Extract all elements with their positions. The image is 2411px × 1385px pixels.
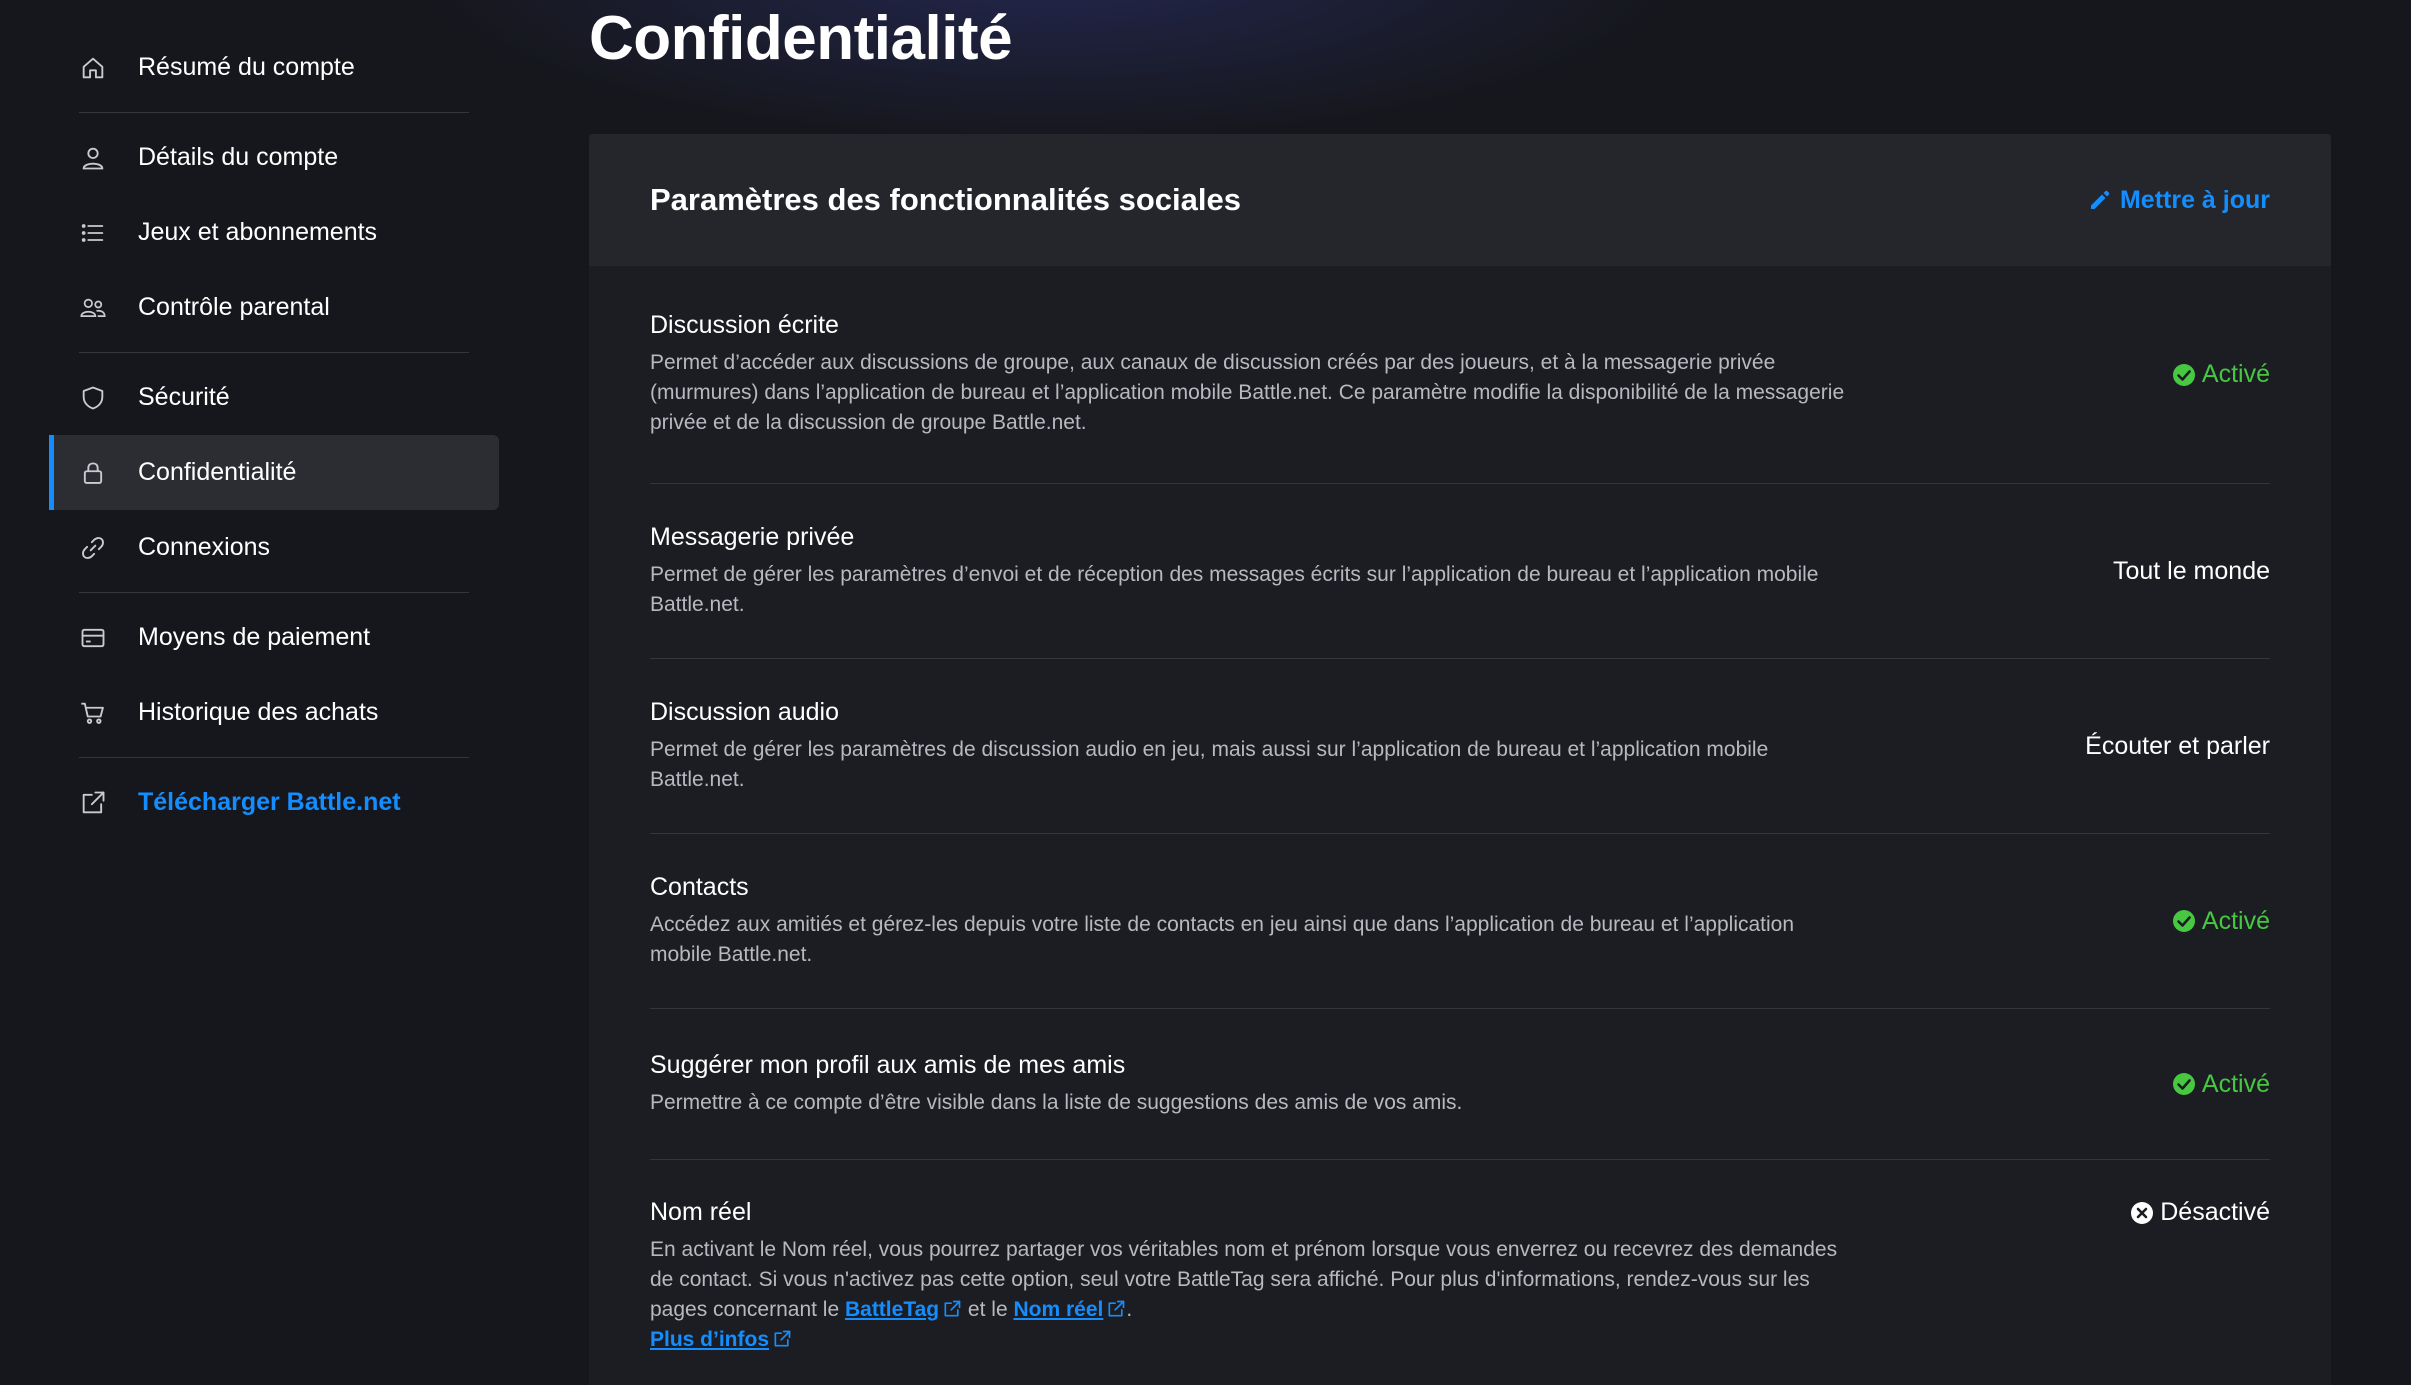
card-title: Paramètres des fonctionnalités sociales bbox=[650, 182, 1241, 217]
setting-title: Nom réel bbox=[650, 1198, 752, 1226]
sidebar-item-label: Contrôle parental bbox=[138, 293, 330, 321]
check-circle-icon bbox=[2172, 1072, 2196, 1096]
sidebar-item-privacy[interactable] bbox=[49, 435, 499, 510]
settings-list bbox=[589, 266, 2331, 1385]
sidebar-item-parental-control[interactable] bbox=[49, 270, 499, 345]
setting-text bbox=[650, 523, 1850, 620]
setting-value: Tout le monde bbox=[2112, 556, 2270, 585]
credit-card-icon bbox=[78, 623, 108, 653]
more-info-link[interactable] bbox=[650, 1328, 792, 1351]
card-header bbox=[589, 134, 2331, 266]
external-link-icon bbox=[1106, 1299, 1126, 1319]
sidebar-item-label: Moyens de paiement bbox=[138, 623, 371, 651]
check-circle-icon bbox=[2172, 363, 2196, 387]
sidebar-item-purchase-history[interactable] bbox=[49, 675, 499, 750]
sidebar-item-payment-methods[interactable] bbox=[49, 600, 499, 675]
shield-icon bbox=[78, 383, 108, 413]
setting-value: Activé bbox=[2201, 906, 2270, 935]
setting-status bbox=[2130, 1198, 2270, 1227]
setting-row-contacts bbox=[650, 834, 2270, 1009]
link-label: BattleTag bbox=[844, 1298, 940, 1321]
setting-title: Discussion écrite bbox=[650, 311, 839, 339]
setting-text bbox=[650, 1198, 1850, 1355]
setting-value: Écouter et parler bbox=[2085, 731, 2270, 760]
setting-description: Permettre à ce compte d’être visible dans la liste de suggestions des amis de vos amis. bbox=[650, 1090, 1463, 1114]
home-icon bbox=[78, 53, 108, 83]
setting-title: Contacts bbox=[650, 872, 749, 901]
download-battlenet-link[interactable] bbox=[49, 765, 499, 840]
check-circle-icon bbox=[2172, 909, 2196, 933]
sidebar-item-label: Résumé du compte bbox=[138, 53, 355, 81]
setting-description: Permet d’accéder aux discussions de groupe, aux canaux de discussion créés par des joueurs, et à la messagerie privée (murmures) dans l’application de bureau et l’application mobile Battle.net. Ce paramètre modifie la disponibilité de la messagerie privée et de la discussion de groupe Battle.net. bbox=[650, 351, 1845, 434]
description-text: et le bbox=[962, 1298, 1014, 1321]
sidebar-item-label: Détails du compte bbox=[138, 143, 339, 171]
sidebar-nav bbox=[49, 30, 499, 840]
sidebar-divider bbox=[79, 592, 469, 593]
sidebar-item-label: Jeux et abonnements bbox=[138, 218, 378, 246]
cart-icon bbox=[78, 698, 108, 728]
setting-text bbox=[650, 1051, 1850, 1118]
battletag-link[interactable] bbox=[845, 1298, 962, 1321]
setting-description: Permet de gérer les paramètres de discussion audio en jeu, mais aussi sur l’application de bureau et l’application mobile Battle.net. bbox=[650, 737, 1769, 791]
setting-description: Accédez aux amitiés et gérez-les depuis votre liste de contacts en jeu ainsi que dans l’application de bureau et l’application mobile Battle.net. bbox=[650, 912, 1795, 966]
pencil-icon bbox=[2088, 188, 2112, 212]
sidebar-item-label: Télécharger Battle.net bbox=[138, 788, 401, 816]
link-label: Nom réel bbox=[1013, 1298, 1104, 1321]
setting-value: Désactivé bbox=[2160, 1198, 2270, 1226]
sidebar-item-games[interactable] bbox=[49, 195, 499, 270]
setting-text bbox=[650, 873, 1850, 970]
sidebar-item-label: Confidentialité bbox=[138, 458, 297, 486]
sidebar-item-account-details[interactable] bbox=[49, 120, 499, 195]
real-id-link[interactable] bbox=[1013, 1298, 1126, 1321]
sidebar-item-connections[interactable] bbox=[49, 510, 499, 585]
sidebar-item-label: Historique des achats bbox=[138, 698, 379, 726]
setting-status bbox=[2172, 360, 2270, 389]
external-link-icon bbox=[942, 1299, 962, 1319]
x-circle-icon bbox=[2130, 1201, 2154, 1225]
description-text: En activant le Nom réel, vous pourrez partager vos véritables nom et prénom lorsque vous enverrez ou recevrez des demandes de contact. Si vous n'activez pas cette option, seul votre BattleTag sera affiché. Pour plus d'informations, rendez-vous sur les pages concernant le bbox=[650, 1238, 1838, 1321]
sidebar-item-account-summary[interactable] bbox=[49, 30, 499, 105]
setting-title: Discussion audio bbox=[650, 697, 839, 726]
setting-status bbox=[2172, 1070, 2270, 1099]
sidebar-divider bbox=[79, 352, 469, 353]
setting-row-real-id bbox=[650, 1160, 2270, 1385]
update-button[interactable] bbox=[2088, 186, 2270, 215]
setting-status bbox=[2113, 557, 2270, 586]
link-label: Plus d’infos bbox=[650, 1328, 770, 1351]
list-icon bbox=[78, 218, 108, 248]
external-link-icon bbox=[772, 1329, 792, 1349]
page-title: Confidentialité bbox=[589, 4, 1013, 73]
setting-row-friend-suggestions bbox=[650, 1009, 2270, 1160]
link-icon bbox=[78, 533, 108, 563]
setting-row-voice-chat bbox=[650, 659, 2270, 834]
update-label: Mettre à jour bbox=[2119, 185, 2270, 214]
user-icon bbox=[78, 143, 108, 173]
sidebar-item-label: Connexions bbox=[138, 533, 271, 561]
setting-status bbox=[2085, 732, 2270, 761]
external-link-icon bbox=[78, 788, 108, 818]
sidebar-item-security[interactable] bbox=[49, 360, 499, 435]
setting-text bbox=[650, 698, 1850, 795]
setting-status bbox=[2172, 907, 2270, 936]
setting-row-private-messages bbox=[650, 484, 2270, 659]
sidebar-divider bbox=[79, 757, 469, 758]
setting-text bbox=[650, 311, 1850, 438]
setting-description: Permet de gérer les paramètres d’envoi et de réception des messages écrits sur l’application de bureau et l’application mobile Battle.net. bbox=[650, 562, 1819, 616]
setting-value: Activé bbox=[2201, 360, 2270, 388]
social-settings-card bbox=[589, 134, 2331, 1385]
description-text: . bbox=[1126, 1298, 1133, 1321]
setting-value: Activé bbox=[2201, 1069, 2270, 1098]
setting-title: Suggérer mon profil aux amis de mes amis bbox=[650, 1050, 1126, 1079]
sidebar-item-label: Sécurité bbox=[138, 383, 230, 411]
setting-title: Messagerie privée bbox=[650, 522, 855, 551]
lock-icon bbox=[78, 458, 108, 488]
users-icon bbox=[78, 293, 108, 323]
setting-description bbox=[650, 1235, 1850, 1355]
setting-row-text-chat bbox=[650, 266, 2270, 484]
sidebar-divider bbox=[79, 112, 469, 113]
